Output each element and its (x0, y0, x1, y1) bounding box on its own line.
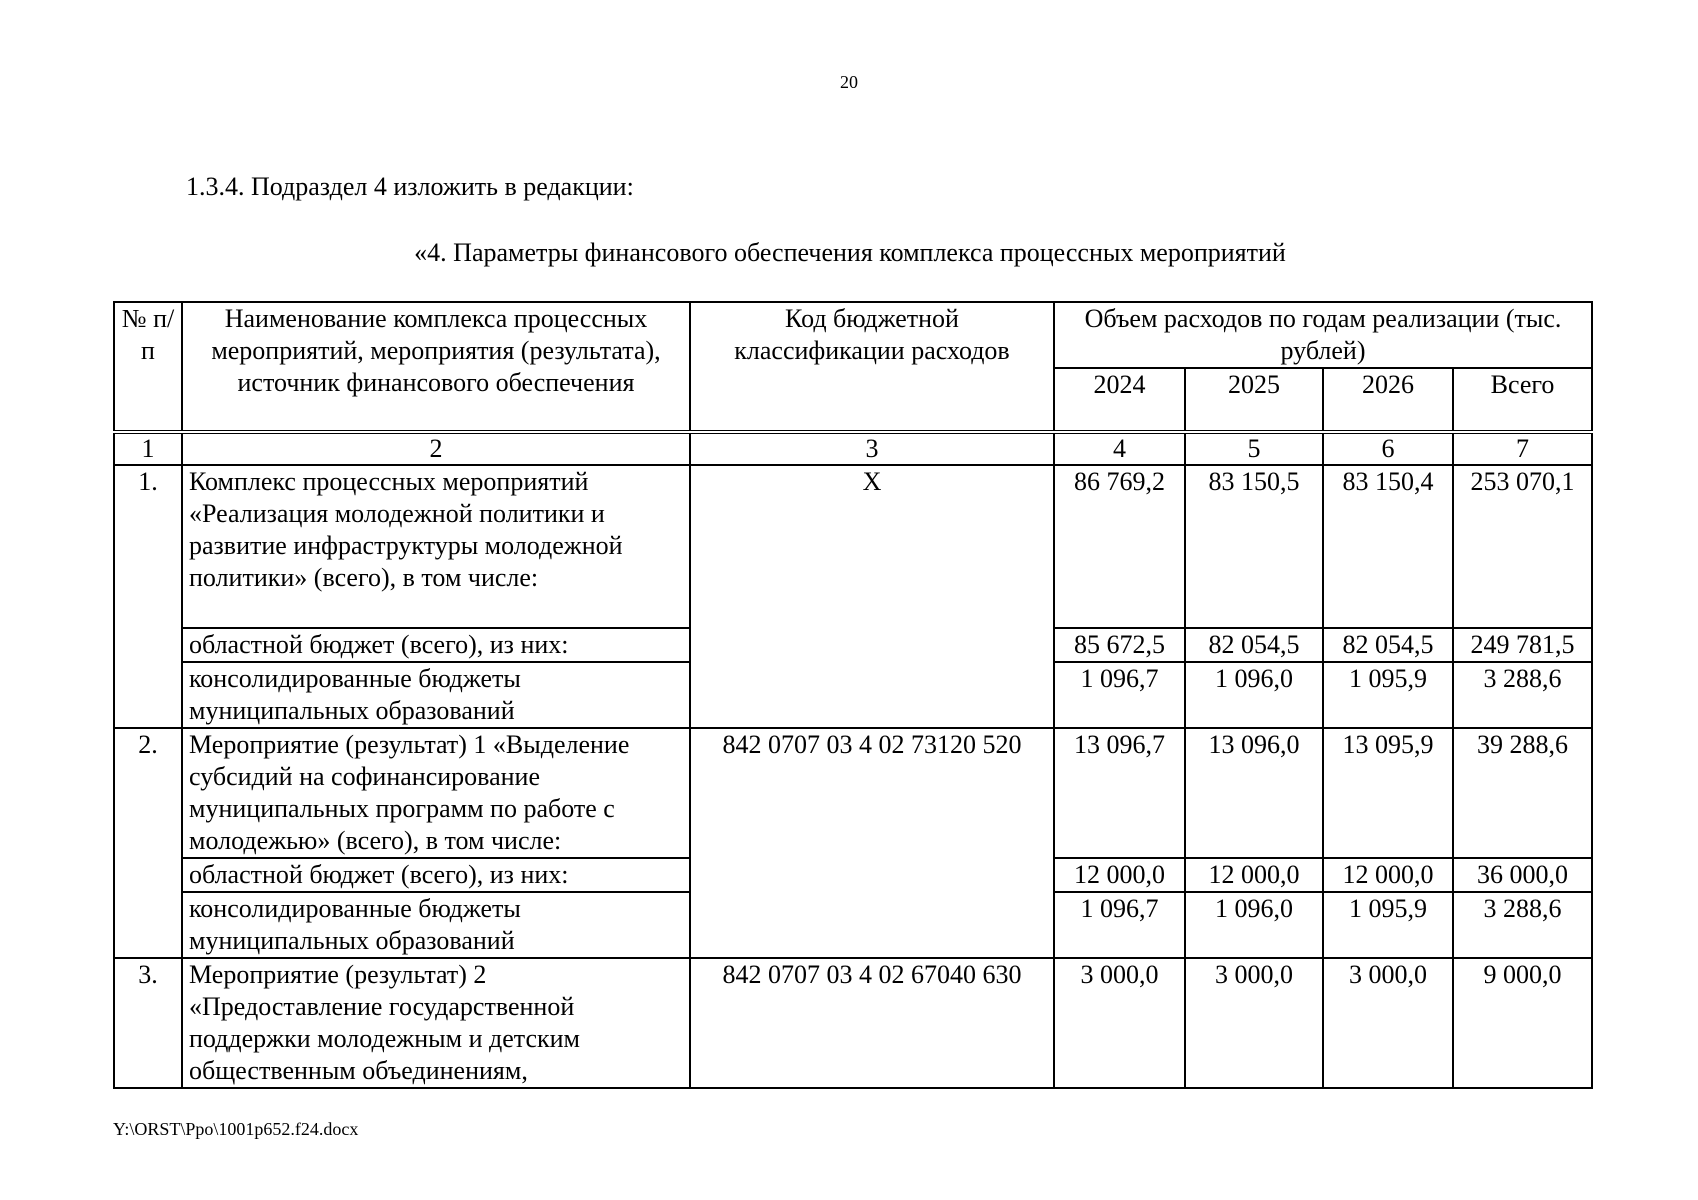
value-2025: 12 000,0 (1185, 858, 1323, 892)
column-number: 6 (1323, 432, 1453, 465)
page-number: 20 (840, 72, 858, 92)
value-2024: 3 000,0 (1054, 958, 1185, 1088)
header-year-2024: 2024 (1054, 368, 1185, 432)
value-2026: 1 095,9 (1323, 662, 1453, 728)
value-2025: 1 096,0 (1185, 892, 1323, 958)
header-year-2025: 2025 (1185, 368, 1323, 432)
value-2025: 83 150,5 (1185, 465, 1323, 628)
budget-code: 842 0707 03 4 02 67040 630 (690, 958, 1054, 1088)
value-2025: 13 096,0 (1185, 728, 1323, 858)
value-2024: 13 096,7 (1054, 728, 1185, 858)
header-volume: Объем расходов по годам реализации (тыс. рублей) (1054, 302, 1592, 368)
budget-code: 842 0707 03 4 02 73120 520 (690, 728, 1054, 958)
financing-table (113, 301, 1593, 1089)
row-name: областной бюджет (всего), из них: (182, 858, 690, 892)
row-name: Мероприятие (результат) 2 «Предоставление государственной поддержки молодежным и детским общественным объединениям, (182, 958, 690, 1088)
value-total: 3 288,6 (1453, 892, 1592, 958)
column-number: 1 (114, 432, 182, 465)
row-number: 1. (114, 465, 182, 728)
value-2024: 85 672,5 (1054, 628, 1185, 662)
value-total: 3 288,6 (1453, 662, 1592, 728)
header-no: № п/п (114, 302, 182, 432)
row-name: Комплекс процессных мероприятий «Реализация молодежной политики и развитие инфраструктуры молодежной политики» (всего), в том числе: (182, 465, 690, 628)
table-row (114, 728, 1592, 858)
column-number: 5 (1185, 432, 1323, 465)
value-total: 36 000,0 (1453, 858, 1592, 892)
value-total: 249 781,5 (1453, 628, 1592, 662)
column-number: 7 (1453, 432, 1592, 465)
value-2026: 83 150,4 (1323, 465, 1453, 628)
value-2025: 3 000,0 (1185, 958, 1323, 1088)
value-total: 39 288,6 (1453, 728, 1592, 858)
value-2025: 1 096,0 (1185, 662, 1323, 728)
value-2024: 86 769,2 (1054, 465, 1185, 628)
value-total: 253 070,1 (1453, 465, 1592, 628)
value-2026: 82 054,5 (1323, 628, 1453, 662)
row-name: консолидированные бюджеты муниципальных образований (182, 892, 690, 958)
value-2026: 13 095,9 (1323, 728, 1453, 858)
header-code: Код бюджетной классификации расходов (690, 302, 1054, 432)
column-number: 3 (690, 432, 1054, 465)
budget-code: Х (690, 465, 1054, 728)
value-2026: 12 000,0 (1323, 858, 1453, 892)
column-number: 2 (182, 432, 690, 465)
row-name: консолидированные бюджеты муниципальных образований (182, 662, 690, 728)
value-2024: 12 000,0 (1054, 858, 1185, 892)
column-number: 4 (1054, 432, 1185, 465)
row-number: 2. (114, 728, 182, 958)
table-row (114, 958, 1592, 1088)
header-year-2026: 2026 (1323, 368, 1453, 432)
section-title: «4. Параметры финансового обеспечения комплекса процессных мероприятий (414, 238, 1286, 267)
header-row (114, 302, 1592, 368)
value-2024: 1 096,7 (1054, 662, 1185, 728)
column-numbers-row (114, 432, 1592, 465)
value-total: 9 000,0 (1453, 958, 1592, 1088)
row-number: 3. (114, 958, 182, 1088)
amendment-instruction: 1.3.4. Подраздел 4 изложить в редакции: (186, 172, 634, 201)
value-2025: 82 054,5 (1185, 628, 1323, 662)
footer-file-path: Y:\ORST\Ppo\1001p652.f24.docx (113, 1119, 359, 1139)
row-name: Мероприятие (результат) 1 «Выделение субсидий на софинансирование муниципальных программ по работе с молодежью» (всего), в том числе: (182, 728, 690, 858)
value-2024: 1 096,7 (1054, 892, 1185, 958)
value-2026: 1 095,9 (1323, 892, 1453, 958)
row-name: областной бюджет (всего), из них: (182, 628, 690, 662)
table-row (114, 465, 1592, 628)
header-total: Всего (1453, 368, 1592, 432)
value-2026: 3 000,0 (1323, 958, 1453, 1088)
header-name: Наименование комплекса процессных мероприятий, мероприятия (результата), источник финансового обеспечения (182, 302, 690, 432)
